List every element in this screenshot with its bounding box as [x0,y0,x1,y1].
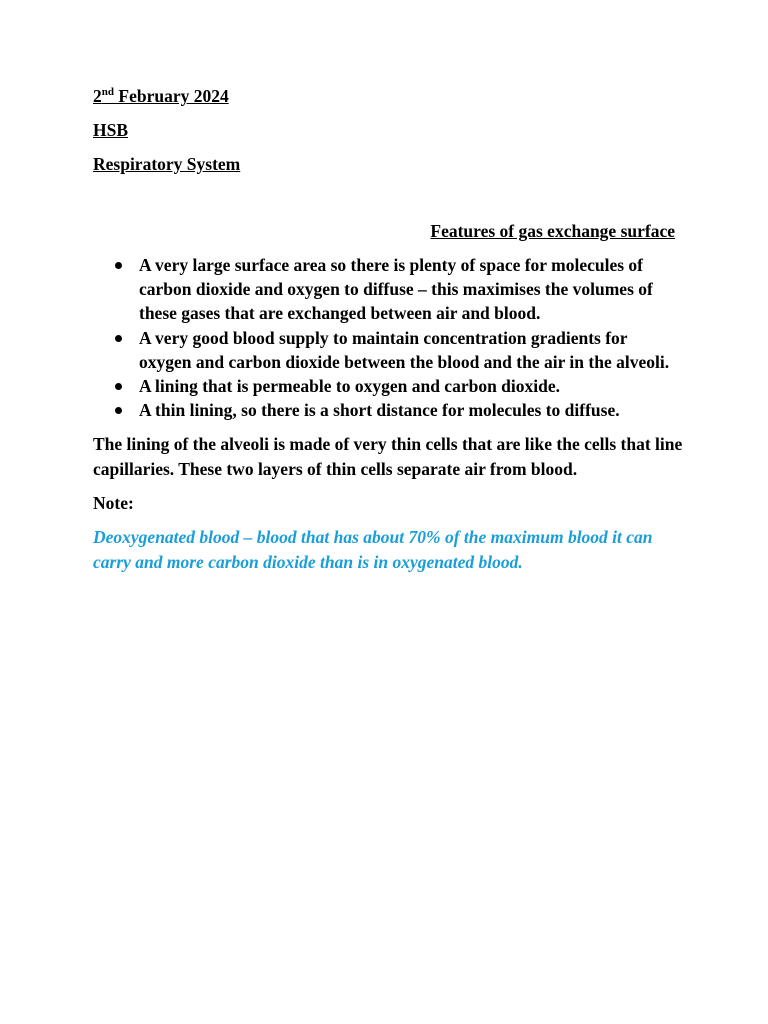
date-ordinal-suffix: nd [101,86,114,99]
list-item-text: A thin lining, so there is a short distance for molecules to diffuse. [139,400,620,421]
bullet-icon [115,335,122,342]
bullet-icon [115,262,122,269]
list-item [93,253,683,326]
document-date [93,84,683,108]
document-page [93,84,683,574]
list-item [93,326,683,374]
document-topic: Respiratory System [93,154,241,174]
date-day: 2 [93,86,102,106]
features-list [93,253,683,422]
date-month-year: February 2024 [114,86,229,106]
list-item-text: A lining that is permeable to oxygen and carbon dioxide. [139,376,561,397]
document-subject: HSB [93,120,129,140]
list-item [93,398,683,422]
bullet-icon [115,383,122,390]
alveoli-paragraph: The lining of the alveoli is made of very thin cells that are like the cells that line capillaries. These two layers of thin cells separate air from blood. [93,434,683,479]
list-item-text: A very large surface area so there is plenty of space for molecules of carbon dioxide and oxygen to diffuse – this maximises the volumes of these gases that are exchanged between air and blood. [139,255,653,324]
list-item-text: A very good blood supply to maintain concentration gradients for oxygen and carbon dioxide between the blood and the air in the alveoli. [139,327,670,372]
list-item [93,374,683,398]
note-label: Note: [93,493,134,514]
note-text: Deoxygenated blood – blood that has about 70% of the maximum blood it can carry and more carbon dioxide than is in oxygenated blood. [93,527,653,572]
section-heading: Features of gas exchange surface [430,221,675,241]
bullet-icon [115,407,122,414]
